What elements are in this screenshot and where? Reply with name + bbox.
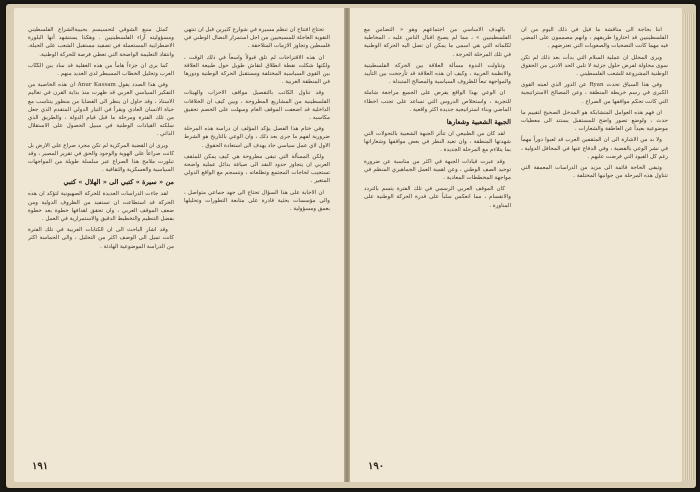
paragraph: وقد اشار الباحث الى ان الكتابات العربية في تلك الفترة كانت تميل الى الوصف اكثر من التحليل ، والى الحماسة اكثر من الدراسة الموضوعية الهادئة . (28, 227, 174, 250)
paragraph: وتناولت الندوة مسألة العلاقة بين الحركة الفلسطينية والانظمة العربية ، وكيف ان هذه العلاقة قد تأرجحت بين التأييد والمواجهة تبعاً للظروف السياسية والمصالح المتبدلة . (364, 62, 511, 86)
paragraph: بالهدف الاساسي من اجتماعهم وهو « التضامن مع الفلسطينيين » ، مما لم يصبح اقبال الناس عليه ، المخاطبة لكلماته التي هي اسمى ما يمكن ان تصل اليه الحركة الوطنية في تلك المرحلة الحرجة . (364, 27, 511, 58)
paragraph: وتبقى الحاجة قائمة الى مزيد من الدراسات المعمقة التي تتناول هذه المرحلة من جوانبها المختلفة . (521, 165, 668, 180)
right-page (350, 8, 682, 482)
right-page-number: ١٩٠ (368, 461, 385, 472)
paragraph: وفي هذا الصدد يقول Anur Kassam ان هذه الخاصية من التفكير السياسي العربي قد ظهرت منذ بداية القرن في تعاليم الاستاذ ، وقد حاول ان ينظر الى القضايا من منظور يتناسب مع حياة الانسان العادي ويقرأ في التيار الدولي المتقدم الذي جعل من تلك الفترة ومرحلة ما قبل قيام الدولة ، والطريق الذي سلكته القيادات الوطنية في سبيل الحصول على الاستقلال الذاتي . (28, 82, 174, 138)
right-page-columns (364, 26, 668, 452)
section-heading: الجبهة الشعبية وشعارها (446, 118, 511, 127)
page-edges (684, 14, 694, 480)
paragraph: وقد تناول الكاتب بالتفصيل مواقف الاحزاب والهيئات الفلسطينية من المشاريع المطروحة ، وبين كيف ان الخلافات الداخلية قد اضعفت الموقف العام وسهلت على الخصم تحقيق مكاسبه . (184, 90, 330, 122)
paragraph: وفي هذا السياق تحدث Ryan عن الدور الذي لعبته القوى الكبرى في رسم خريطة المنطقة ، وعن المصالح الاستراتيجية التي كانت تحكم مواقفها من الصراع . (521, 82, 668, 105)
paragraph: ان فهم هذه العوامل المتشابكة هو المدخل الصحيح لتقييم ما حدث ، ولوضع تصور واضح للمستقبل يستند الى معطيات موضوعية بعيداً عن العاطفة والشعارات . (521, 109, 668, 133)
paragraph: وقد عبرت قيادات الجبهة في اكثر من مناسبة عن ضرورة توحيد الصف الوطني ، وعن اهمية العمل الجماهيري المنظم في مواجهة المخططات المعادية . (364, 158, 511, 182)
paragraph: تحتاج افتتاح ان تنظم مسيرة في شوارع كثيرين قبل ان تنتهي التقوية العاجلة للمسيحيين من اجل استمرار النضال الوطني في فلسطين وتجاوز الازمات المتلاحقة . (184, 27, 330, 50)
book-spread (6, 4, 696, 488)
paragraph: لقد كان من الطبيعي ان تتأثر الجبهة الشعبية بالتحولات التي شهدتها المنطقة ، وان تعيد النظر في بعض مواقفها وشعاراتها بما يتلاءم مع المرحلة الجديدة . (364, 131, 511, 154)
paragraph: كمثل منبع الشوقي لتحسيسم بحبيبةالشراع الفلسطيني ومسؤوليته آراء الفلسطينيين . وهكذا يستشهد أنها البلورة الاضطرابية المستعملة في تصفيد مستقبل الشعب على الحيلة، وانتقاد التعليمة الواضحة التي تعطي فرصة للحركة الوطنية. (28, 27, 174, 58)
left-page-column-left (184, 26, 330, 452)
paragraph: كما يرى ان جزءاً هاماً من هذه العقلية قد ساد بين الكتّاب العرب وتحليل الخطاب المسيطر لدى العديد منهم . (28, 62, 174, 78)
paragraph: ويرى ان القضية المركزية لم تكن مجرد صراع على الارض بل كانت صراعاً على الهوية والوجود والحق في تقرير المصير ، وقد تبلورت ملامح هذا الصراع عبر سلسلة طويلة من المواجهات السياسية والعسكرية والثقافية . (28, 142, 174, 174)
left-page-column-right (28, 26, 174, 452)
left-page (14, 8, 344, 482)
paragraph: وفي ختام هذا الفصل يؤكد المؤلف ان دراسة هذه المرحلة ضرورية لفهم ما جرى بعد ذلك ، وان الوعي بالتاريخ هو الشرط الاول لاي عمل سياسي جاد يهدف الى استعادة الحقوق . (184, 126, 330, 149)
paragraph: لقد جاءت الدراسات العديدة للحركة الصهيونية لتؤكد ان هذه الحركة قد استطاعت ان تستفيد من الظروف الدولية ومن ضعف الموقف العربي ، وان تحقق اهدافها خطوة بعد خطوة بفضل التنظيم والتخطيط الدقيق والاستمرارية في العمل . (28, 191, 174, 223)
right-page-column-left (521, 26, 668, 452)
paragraph: ان الاجابة على هذا السؤال تحتاج الى جهد جماعي متواصل ، والى مؤسسات بحثية قادرة على متابعة التطورات وتحليلها بعمق ومسؤولية . (184, 189, 330, 213)
left-page-number: ١٩١ (32, 461, 49, 472)
paragraph: ولا بد من الاشارة الى ان المثقفين العرب قد لعبوا دوراً مهماً في نشر الوعي بالقضية ، وفي الدفاع عنها في المحافل الدولية ، رغم كل القيود التي فرضت عليهم . (521, 137, 668, 160)
paragraph: ولكن المسألة التي تبقى مطروحة هي كيف يمكن للمثقف العربي ان يتجاوز حدود النقد الى صياغة بدائل عملية واضحة تستجيب لحاجات المجتمع وتطلعاته ، وتنسجم مع الواقع الدولي المتغير . (184, 153, 330, 185)
paragraph: ان هذه الاقتراحات لم تلق قبولاً واسعاً في ذلك الوقت ، ولكنها شكلت نقطة انطلاق لنقاش طويل حول طبيعة العلاقة بين القوى السياسية المختلفة ومستقبل الحركة الوطنية ودورها في المنطقة العربية . (184, 54, 330, 86)
paragraph: ويرى المحلل ان عملية السلام التي بدأت بعد ذلك لم تكن سوى محاولة لفرض حلول جزئية لا تلبي الحد الادنى من الحقوق الوطنية المشروعة للشعب الفلسطيني . (521, 54, 668, 78)
paragraph: كان الموقف العربي الرسمي في تلك الفترة يتسم بالتردد والانقسام ، مما انعكس سلباً على قدرة الحركة الوطنية على المناورة . (364, 186, 511, 209)
left-page-columns (28, 26, 330, 452)
paragraph: اننا بحاجة الى مناقشة ما قيل في ذلك اليوم من ان الفلسطينيين قد اختاروا طريقهم ، وانهم مصممون على المضي فيه مهما كانت التضحيات والصعوبات التي تعترضهم . (521, 27, 668, 50)
section-heading: من « سيرة » كتبي الى « الهلال » كتبي (63, 178, 174, 187)
paragraph: ان الوعي بهذا الواقع يفرض على الجميع مراجعة شاملة للتجربة ، واستخلاص الدروس التي تساعد على تجنب اخطاء الماضي وبناء استراتيجية جديدة اكثر واقعية . (364, 90, 511, 113)
right-page-column-right (364, 26, 511, 452)
